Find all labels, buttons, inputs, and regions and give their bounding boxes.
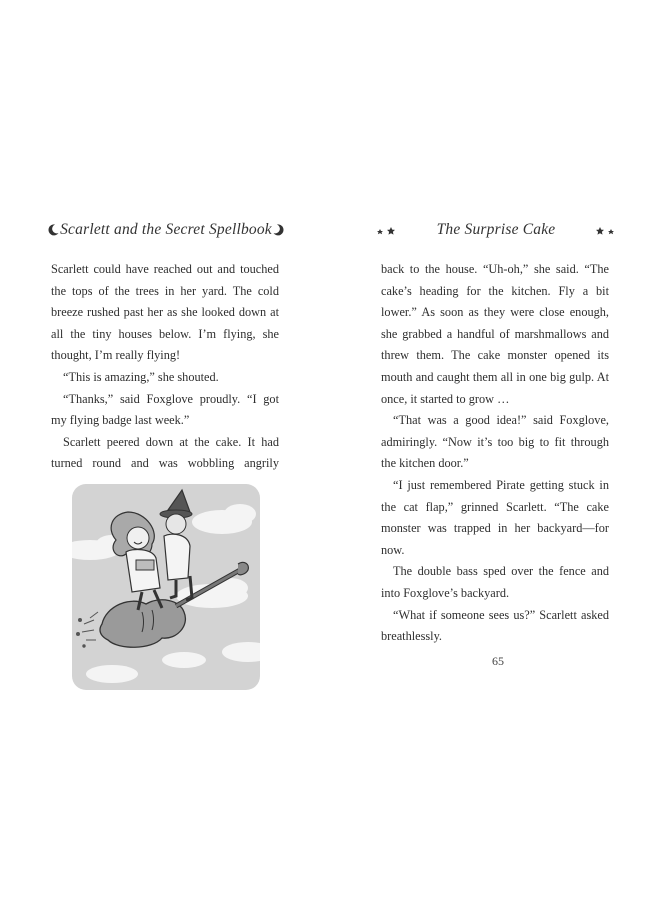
right-page [330, 0, 660, 904]
paragraph: The double bass sped over the fence and into Foxglove’s backyard. [381, 564, 609, 600]
paragraph: Scarlett could have reached out and touched the tops of the trees in her yard. The cold breeze rushed past her as she looked down at all the tiny houses below. I’m flying, she thought, I’m really flying! [51, 262, 279, 363]
book-title-running-head: Scarlett and the Secret Spellbook [60, 221, 272, 238]
crescent-moon-icon [46, 223, 60, 237]
chapter-title-running-head: The Surprise Cake [436, 221, 556, 238]
page-number: 65 [492, 654, 504, 668]
girls-flying-on-double-bass-illustration [72, 484, 260, 690]
paragraph: back to the house. “Uh-oh,” she said. “The cake’s heading for the kitchen. Fly a bit lower.” As soon as they were close enough, she grabbed a handful of marshmallows and threw them. The cake monster opened its mouth and caught them all in one big gulp. At once, it started to grow … [381, 262, 609, 406]
running-head-right [376, 218, 616, 242]
paragraph: “This is amazing,” she shouted. [63, 369, 219, 384]
paragraph: “I just remembered Pirate getting stuck in the cat flap,” grinned Scarlett. “The cake monster was trapped in her backyard—for now. [381, 477, 609, 557]
right-page-body [381, 259, 609, 648]
paragraph: “That was a good idea!” said Foxglove, admiringly. “Now it’s too big to fit through the kitchen door.” [381, 413, 609, 471]
twinkle-stars-icon [376, 224, 398, 238]
paragraph: “What if someone sees us?” Scarlett asked breathlessly. [381, 607, 609, 644]
running-head-left [46, 218, 286, 242]
crescent-moon-icon [272, 223, 286, 237]
left-page-body [51, 259, 279, 475]
paragraph: “Thanks,” said Foxglove proudly. “I got my flying badge last week.” [51, 391, 279, 428]
paragraph: Scarlett peered down at the cake. It had turned round and was wobbling angrily [51, 434, 279, 471]
twinkle-stars-icon [594, 224, 616, 238]
